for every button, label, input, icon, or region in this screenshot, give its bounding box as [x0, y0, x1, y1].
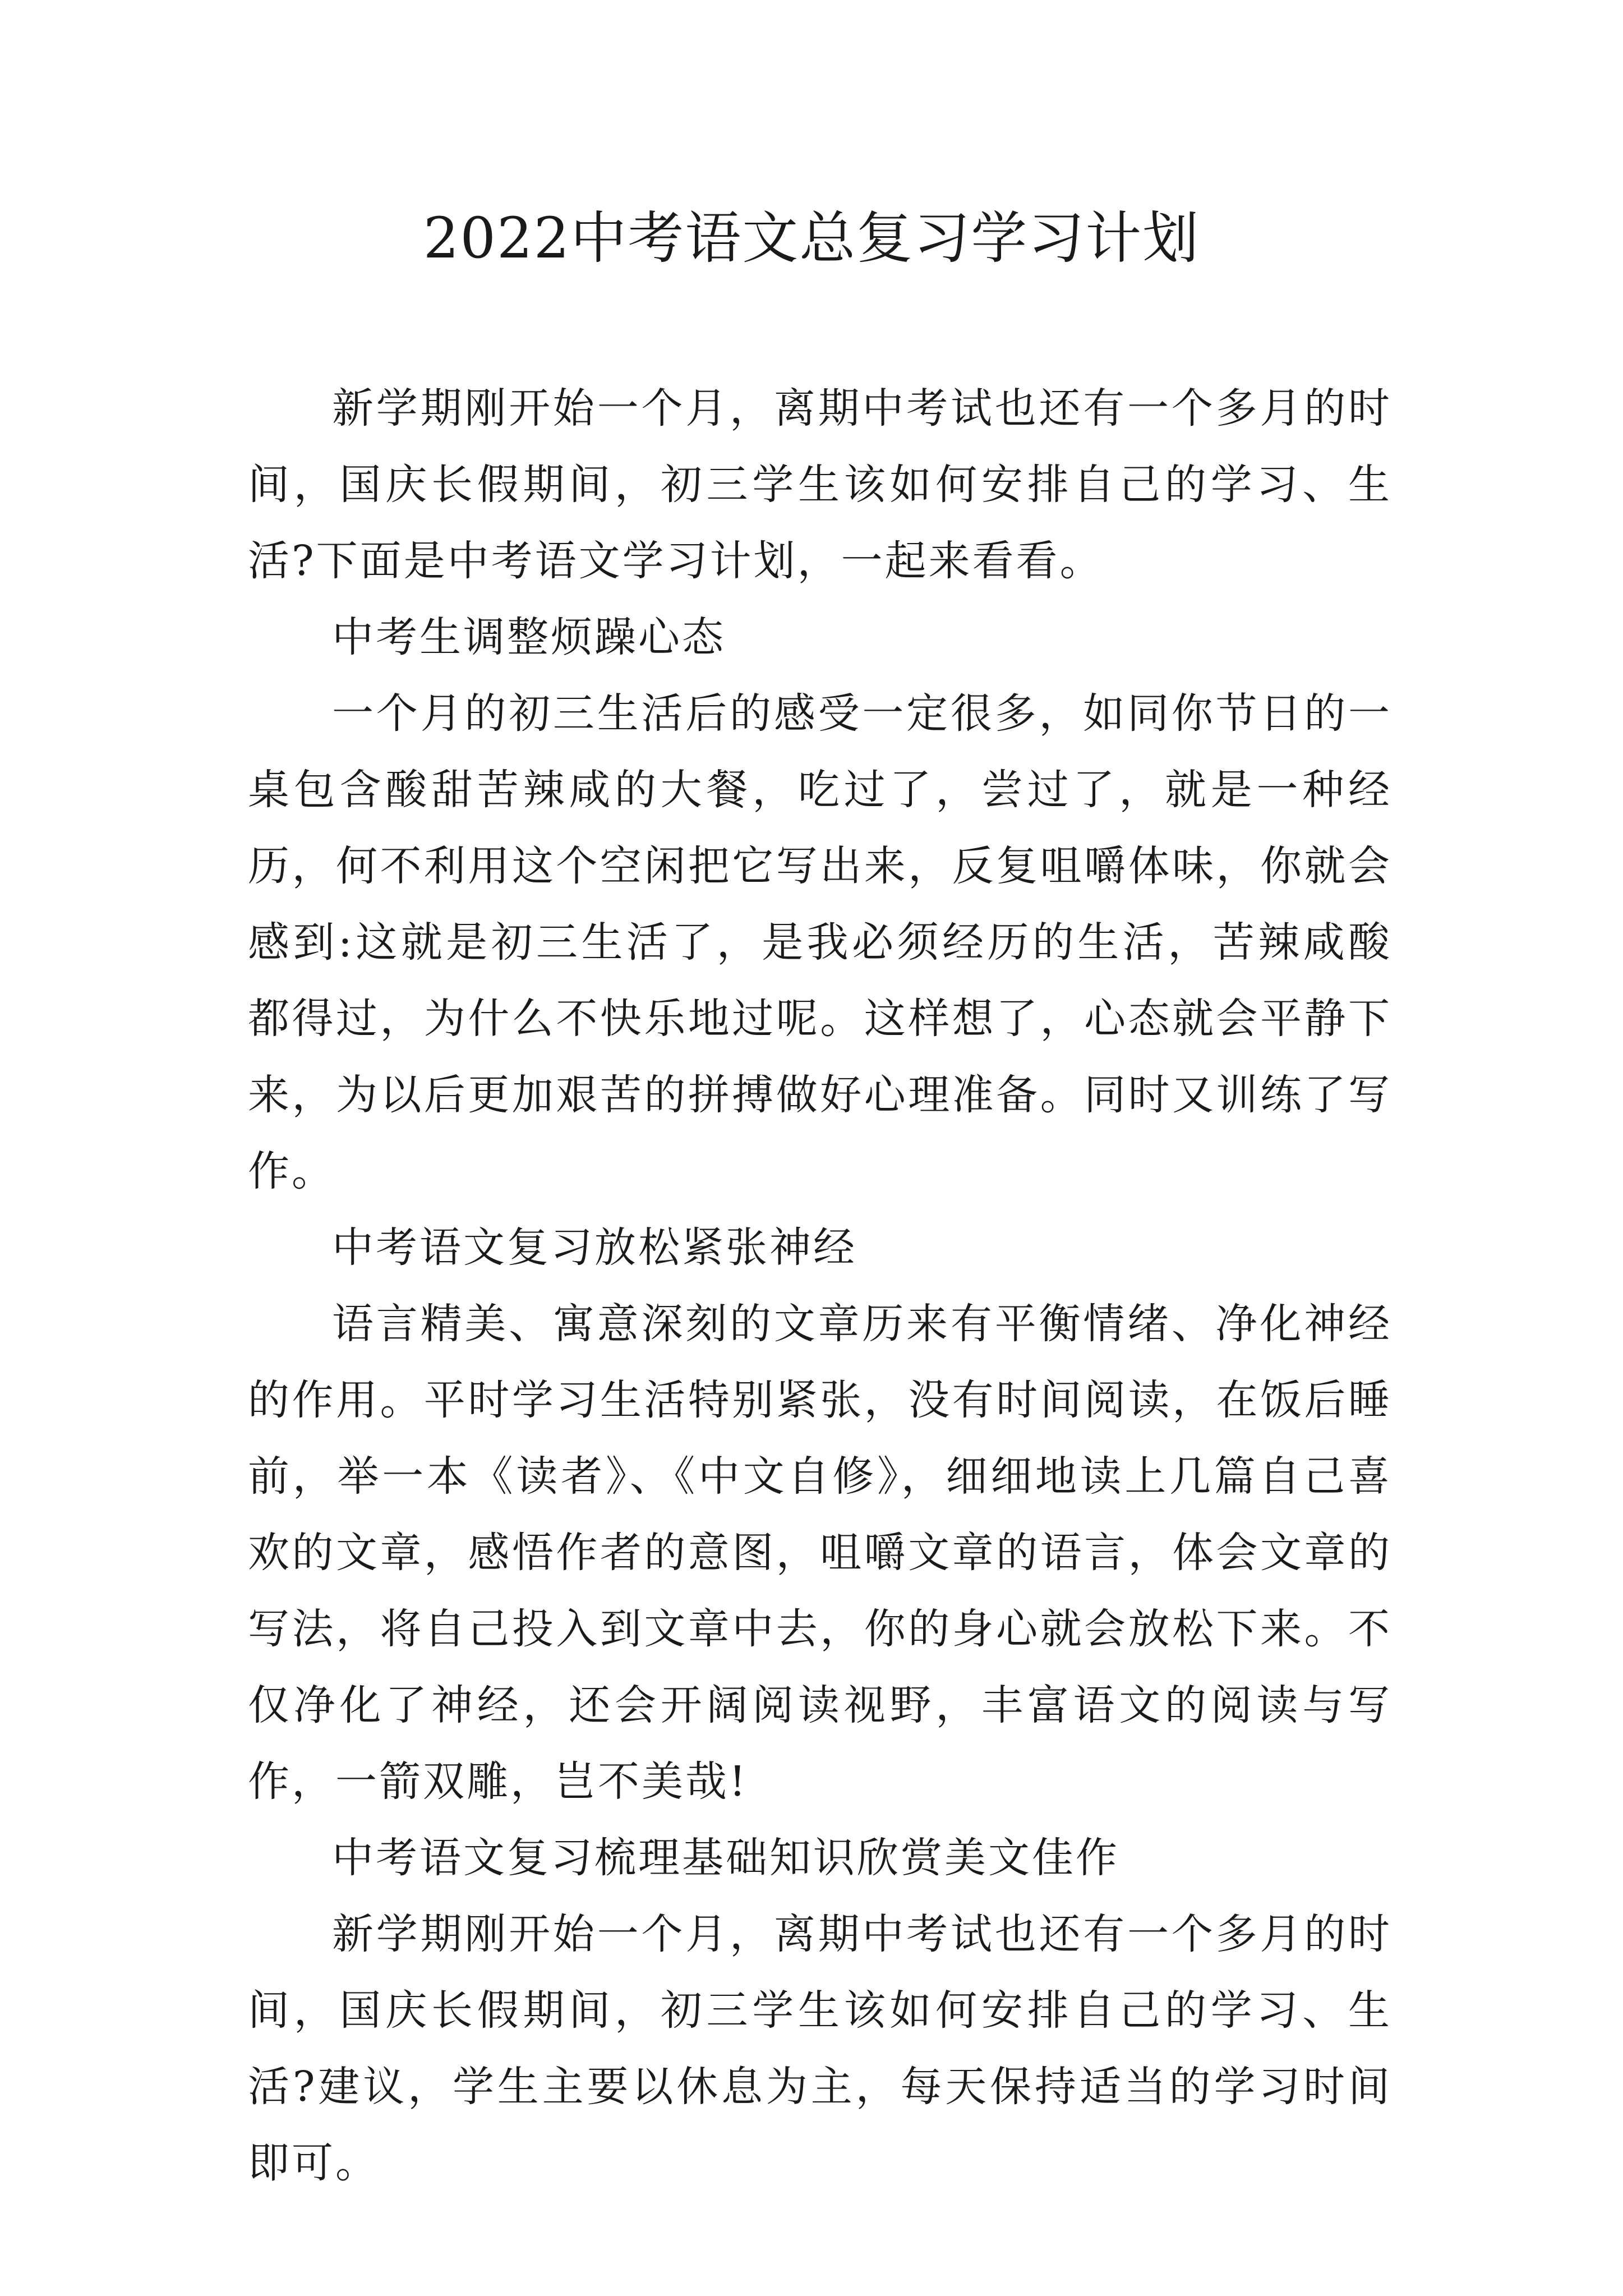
basics-paragraph: 新学期刚开始一个月，离期中考试也还有一个多月的时间，国庆长假期间，初三学生该如何安排自己的学习、生活?建议，学生主要以休息为主，每天保持适当的学习时间即可。 — [248, 1910, 1392, 2187]
intro-paragraph: 新学期刚开始一个月，离期中考试也还有一个多月的时间，国庆长假期间，初三学生该如何安排自己的学习、生活?下面是中考语文学习计划，一起来看看。 — [248, 384, 1392, 585]
document-title: 2022中考语文总复习学习计划 — [423, 205, 1200, 271]
document-body — [248, 370, 1392, 2201]
section-heading-mindset: 中考生调整烦躁心态 — [332, 613, 726, 661]
section-heading-relax: 中考语文复习放松紧张神经 — [332, 1223, 857, 1272]
relax-paragraph: 语言精美、寓意深刻的文章历来有平衡情绪、净化神经的作用。平时学习生活特别紧张，没有时间阅读，在饭后睡前，举一本《读者》、《中文自修》，细细地读上几篇自己喜欢的文章，感悟作者的意图，咀嚼文章的语言，体会文章的写法，将自己投入到文章中去，你的身心就会放松下来。不仅净化了神经，还会开阔阅读视野，丰富语文的阅读与写作，一箭双雕，岂不美哉! — [248, 1300, 1392, 1806]
mindset-paragraph: 一个月的初三生活后的感受一定很多，如同你节日的一桌包含酸甜苦辣咸的大餐，吃过了，尝过了，就是一种经历，何不利用这个空闲把它写出来，反复咀嚼体味，你就会感到:这就是初三生活了，是我必须经历的生活，苦辣咸酸都得过，为什么不快乐地过呢。这样想了，心态就会平静下来，为以后更加艰苦的拼搏做好心理准备。同时又训练了写作。 — [248, 689, 1392, 1195]
section-heading-basics: 中考语文复习梳理基础知识欣赏美文佳作 — [332, 1834, 1119, 1882]
